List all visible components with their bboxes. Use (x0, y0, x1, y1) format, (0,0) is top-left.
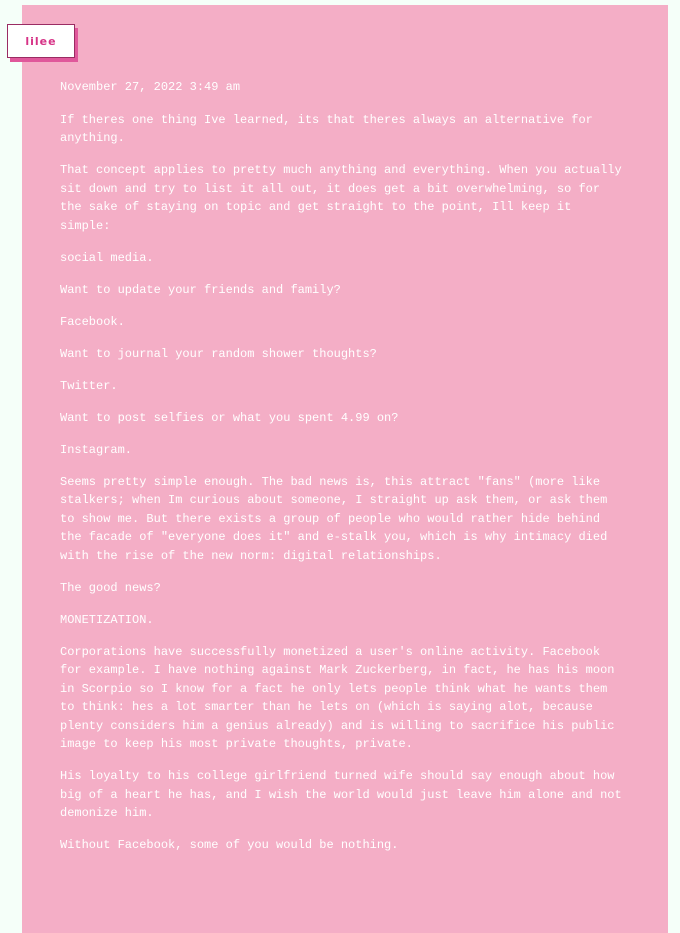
post-paragraph: Corporations have successfully monetized a user's online activity. Facebook for example. I have nothing against Mark Zuckerberg, in fact, he has his moon in Scorpio so I know for a fact he only lets people think what he wants them to think: hes a lot smarter than he lets on (which is saying alot, because plenty considers him a genius already) and is willing to sacrifice his public image to keep his most private thoughts, private. (60, 644, 615, 751)
post-paragraph: His loyalty to his college girlfriend turned wife should say enough about how big of a heart he has, and I wish the world would just leave him alone and not demonize him. (60, 769, 622, 820)
post-paragraph: Twitter. (60, 378, 118, 393)
post-paragraph: social media. (60, 250, 154, 265)
post-paragraph: Want to journal your random shower thoughts? (60, 346, 377, 361)
post-paragraph: Want to update your friends and family? (60, 282, 341, 297)
post-paragraph: MONETIZATION. (60, 612, 154, 627)
site-logo[interactable] (7, 24, 75, 58)
post-paragraph: Want to post selfies or what you spent 4.99 on? (60, 410, 399, 425)
post-paragraph: That concept applies to pretty much anything and everything. When you actually sit down and try to list it all out, it does get a bit overwhelming, so for the sake of staying on topic and get straight to the point, Ill keep it simple: (60, 163, 622, 233)
logo-text: lilee (25, 34, 57, 48)
post-paragraph: The good news? (60, 580, 161, 595)
post-paragraph: Facebook. (60, 314, 125, 329)
post-paragraph: Instagram. (60, 442, 133, 457)
post-date: November 27, 2022 3:49 am (60, 80, 241, 94)
post-paragraph: Seems pretty simple enough. The bad news is, this attract "fans" (more like stalkers; when Im curious about someone, I straight up ask them, or ask them to show me. But there exists a group of people who would rather hide behind the facade of "everyone does it" and e-stalk you, which is why intimacy died with the rise of the new norm: digital relationships. (60, 474, 608, 563)
logo-box[interactable] (7, 24, 75, 58)
post-paragraph: Without Facebook, some of you would be nothing. (60, 838, 399, 852)
post-content (60, 78, 626, 868)
post-paragraph: If theres one thing Ive learned, its that theres always an alternative for anything. (60, 112, 593, 145)
